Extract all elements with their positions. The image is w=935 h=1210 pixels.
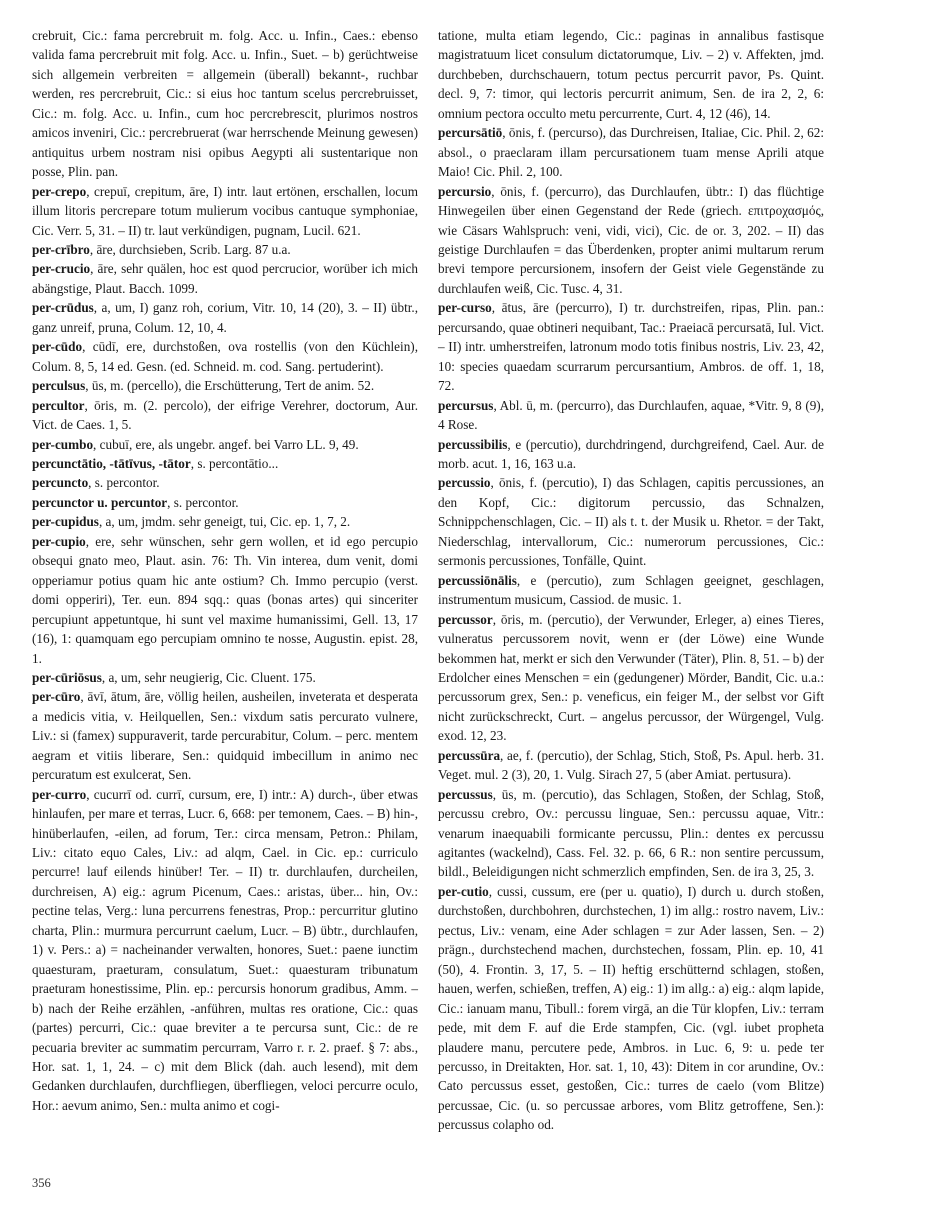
dictionary-entry	[32, 26, 418, 182]
dictionary-entry	[32, 532, 418, 668]
entry-lemma: percussor	[438, 611, 493, 627]
dictionary-entry	[32, 785, 418, 1116]
left-column	[32, 26, 418, 1115]
dictionary-entry	[438, 610, 824, 746]
dictionary-entry	[438, 571, 824, 610]
entry-lemma: percunctātio, -tātīvus, -tātor	[32, 455, 191, 471]
entry-text: , e (percutio), durchdringend, durchgreifend, Cael. Aur. de morb. acut. 1, 16, 163 u.a.	[438, 436, 824, 471]
entry-lemma: percussus	[438, 786, 493, 802]
dictionary-entry	[438, 785, 824, 882]
entry-lemma: perculsus	[32, 378, 86, 394]
entry-lemma: percussibilis	[438, 436, 508, 452]
entry-lemma: per-cupidus	[32, 514, 99, 530]
entry-text: , ae, f. (percutio), der Schlag, Stich, Stoß, Ps. Apul. herb. 31. Veget. mul. 2 (3), 20, 1. Vulg. Sirach 27, 5 (aber Amiat. pertusura).	[438, 747, 824, 783]
entry-text: , cussi, cussum, ere (per u. quatio), I) durch u. durch stoßen, durchstoßen, durchbohren, durchstechen, 1) im allg.: rostro navem, Liv.: pectus, Liv.: venam, eine Ader schlagen = zur Ader lassen, Sen. – 2) prägn., durchstechend machen, durchstechen, fossam, Plin. ep. 10, 41 (50), 4. Frontin. 3, 17, 5. – II) heftig erschütternd schlagen, stoßen, hauen, werfen, schießen, treffen, A) eig.: 1) im allg.: a) eig.: alqm lapide, Cic.: ianuam manu, Tibull.: forem virgā, an die Tür klopfen, Liv.: terram pede, mit dem F. auf die Erde stampfen, Cic. (vgl. iubet propheta plaudere manu, percutere pede, Ambros. in Luc. 6, 9: u. pede ter percusso, in Dreitakten, Hor. sat. 1, 10, 43): Ditem in cor arundine, Ov.: Cato percussus esset, gestoßen, Cic.: turres de caelo (vom Blitze) percussae, Cic. (u. so percussae arbores, vom Blitz getroffene, Sen.): percussus colapho od.	[438, 883, 824, 1133]
entry-text: , crepuī, crepitum, āre, I) intr. laut ertönen, erschallen, locum illum litoris percrepare totum mulierum vocibus cantuque symphoniae, Cic. Verr. 5, 31. – II) tr. laut verkündigen, pugnam, Lucil. 621.	[32, 183, 418, 238]
dictionary-entry	[438, 298, 824, 395]
entry-lemma: percursio	[438, 183, 492, 199]
entry-text: , cubuī, ere, als ungebr. angef. bei Varro LL. 9, 49.	[93, 436, 359, 452]
entry-lemma: per-cūdo	[32, 339, 83, 355]
entry-lemma: percussio	[438, 475, 491, 491]
entry-text: , a, um, I) ganz roh, corium, Vitr. 10, 14 (20), 3. – II) übtr., ganz unreif, pruna, Colum. 12, 10, 4.	[32, 300, 418, 335]
entry-lemma: percussiōnālis	[438, 572, 517, 588]
entry-lemma: per-cutio	[438, 883, 489, 899]
entry-text: tatione, multa etiam legendo, Cic.: paginas in annalibus fastisque magistratuum licet consulum dictatorumque, Liv. – 2) v. Affekten, jmd. durchbeben, durchschauern, totum pectus percurrit pavor, Ps. Quint. decl. 9, 7: timor, qui lectoris percurrit animum, Sen. de ira 2, 2, 6: omnium pectora occulto metu percurrente, Curt. 4, 12 (46), 14.	[438, 28, 824, 121]
entry-text: , ūs, m. (percutio), das Schlagen, Stoßen, der Schlag, Stoß, percussu crebro, Ov.: percussu linguae, Sen.: percussu aquae, Vitr.: venarum inaequabili formicante percussu, Plin.: dentes ex percussu agitantes (wackelnd), Cass. Fel. 32. p. 66, 6 R.: non sentire percussum, bildl., Beleidigungen nicht schmerzlich empfinden, Sen. de ira 3, 25, 3.	[438, 786, 824, 880]
entry-text: , ōris, m. (2. percolo), der eifrige Verehrer, doctorum, Aur. Vict. de Caes. 1, 5.	[32, 397, 418, 433]
dictionary-entry	[438, 182, 824, 299]
entry-text: , āre, durchsieben, Scrib. Larg. 87 u.a.	[89, 241, 291, 257]
entry-lemma: percursus	[438, 397, 494, 413]
dictionary-entry	[438, 473, 824, 570]
entry-text: , cucurrī od. currī, cursum, ere, I) intr.: A) durch-, über etwas hinlaufen, per mare et terras, Lucr. 6, 668: per temonem, Caes. – B) hin-, hinüberlaufen, -eilen, ad forum, Ter.: circa mensam, Petron.: Philam, Liv.: citato equo Cales, Liv.: ad alqm, Cael. in Cic. ep.: curriculo percurre! lauf eilends hinüber! Ter. – II) tr. durchlaufen, durcheilen, durchreisen, A) eig.: agrum Picenum, Caes.: aristas, über... hin, Ov.: pectine telas, Verg.: luna percurrens fenestras, Prop.: percurritur glutino charta, Plin.: murmura percurrunt caelum, Lucr. – B) übtr., durchlaufen, 1) v. Pers.: a) = nacheinander verwalten, honores, Suet.: paene iunctim quaesturam, praeturam, consulatum, Suet.: quaesturam tribunatum praeturam honestissime, Plin. ep.: percursis honorum gradibus, Amm. – b) nach der Reihe erzählen, -anführen, multas res oratione, Cic.: quas (partes) percurri, Cic.: quae breviter a te percursa sunt, Cic.: de re pecuaria breviter ac summatim percurram, Varro r. r. 2. praef. § 7: abs., Hor. sat. 1, 1, 24. – c) mit dem Blick (dah. auch lesend), mit dem Gedanken durchlaufen, durchfliegen, überfliegen, veloci percurre oculo, Hor.: aevum animo, Sen.: multa animo et cogi-	[32, 786, 418, 1113]
entry-lemma: per-crūdus	[32, 300, 94, 316]
dictionary-entry	[32, 337, 418, 376]
dictionary-page	[32, 26, 908, 1176]
entry-lemma: percultor	[32, 397, 85, 413]
dictionary-entry	[32, 259, 418, 298]
entry-text: , ōris, m. (percutio), der Verwunder, Erleger, a) eines Tieres, vulneratus percussorem novit, wenn er (der Löwe) eine Wunde bekommen hat, merkt er sich den Verwunder (Täter), Plin. 8, 51. – b) der Erdolcher eines Menschen = ein (gedungener) Mörder, Bandit, Cic. u.a.: percussorum grex, Sen.: p. veneficus, ein feiger M., der selbst vor Gift nicht zurückschreckt, Curt. – angelus percussor, der Würgengel, Vulg. exod. 12, 23.	[438, 611, 824, 744]
entry-lemma: per-curro	[32, 786, 87, 802]
dictionary-entry	[438, 882, 824, 1135]
dictionary-entry	[32, 240, 418, 259]
entry-text: , āvī, ātum, āre, völlig heilen, ausheilen, inveterata et desperata a medicis vitia, v. Heilquellen, Sen.: vixdum satis percurato vulnere, Liv.: si (famex) suppuraverit, tarde percurabitur, Colum. – perc. mentem aegram et vitiis liberare, Sen.: quidquid imbecillum in animo nec percuratum est exulcerat, Sen.	[32, 689, 418, 783]
entry-text: , s. percontor.	[88, 475, 160, 491]
entry-lemma: per-cūriōsus	[32, 669, 102, 685]
dictionary-entry	[32, 298, 418, 337]
entry-text: , cūdī, ere, durchstoßen, ova rostellis (von den Küchlein), Colum. 8, 5, 14 ed. Gesn. (ed. Schneid. m. cod. Sang. pertuderint).	[32, 339, 418, 374]
entry-lemma: per-cupio	[32, 533, 86, 549]
entry-lemma: per-curso	[438, 300, 492, 316]
entry-lemma: per-crībro	[32, 241, 90, 257]
dictionary-entry	[438, 435, 824, 474]
dictionary-entry	[32, 668, 418, 687]
dictionary-entry	[32, 376, 418, 395]
entry-text: , ōnis, f. (percutio), I) das Schlagen, capitis percussiones, an den Kopf, Cic.: digitorum percussio, das Schnalzen, Schnippchenschlagen, Cic. – II) als t. t. der Musik u. Rhetor. = der Takt, Niederschlag, intervallorum, Cic.: numerorum percussiones, Cic.: sermonis percussiones, Tonfälle, Quint.	[438, 475, 824, 569]
entry-text: , e (percutio), zum Schlagen geeignet, geschlagen, instrumentum musicum, Cassiod. de music. 1.	[438, 572, 824, 608]
entry-text: , ātus, āre (percurro), I) tr. durchstreifen, ripas, Plin. pan.: percursando, quae obtineri nequibant, Tac.: Praeiacā percursatā, Iul. Vict. – II) intr. umherstreifen, latronum modo totis finibus nostris, Liv. 23, 42, 10: species quaedam scurrarum percursantium, Ambros. de off. 1, 18, 72.	[438, 300, 824, 394]
entry-text: , s. percontātio...	[190, 455, 279, 471]
entry-text: , Abl. ū, m. (percurro), das Durchlaufen, aquae, *Vitr. 9, 8 (9), 4 Rose.	[438, 397, 824, 433]
page-number: 356	[32, 1176, 51, 1190]
entry-text: , ere, sehr wünschen, sehr gern wollen, et id ego percupio obsequi gnato meo, Plaut. asin. 76: Th. Vin interea, dum venit, domi opperiamur potius quam hic ante ostium? Ch. Immo percupio (verst. domi opperiri), Ter. eun. 894 sqq.: quas (bonas artes) qui sinceriter percupiunt appetuntque, hi sunt vel maxime humanissimi, Gell. 13, 17 (16), 1: quamquam ego percupiam omnino te nosse, Augustin. epist. 28, 1.	[32, 533, 418, 666]
entry-lemma: per-cumbo	[32, 436, 94, 452]
dictionary-entry	[32, 687, 418, 784]
entry-text: , s. percontor.	[167, 494, 239, 510]
entry-text: , ūs, m. (percello), die Erschütterung, Tert de anim. 52.	[85, 378, 375, 394]
entry-lemma: percunctor u. percuntor	[32, 494, 168, 510]
entry-lemma: percursātiō	[438, 125, 503, 141]
entry-lemma: per-cūro	[32, 689, 81, 705]
dictionary-entry	[438, 26, 824, 123]
entry-text: , āre, sehr quälen, hoc est quod percrucior, worüber ich mich abängstige, Plaut. Bacch. 1099.	[32, 261, 418, 296]
dictionary-entry	[32, 182, 418, 240]
dictionary-entry	[32, 435, 418, 454]
entry-text: crebruit, Cic.: fama percrebruit m. folg. Acc. u. Infin., Caes.: ebenso valida fama percrebruit mit folg. Acc. u. Infin., Suet. – b) gerüchtweise sich allgemein verbreiten = allgemein (überall) bekannt-, ruchbar werden, res percrebruit, Cic.: si eius hoc tantum scelus percrebruisset, Cic.: m. folg. Acc. u. Infin., cum hoc percrebrescit, plurimos nostros amicos inveniri, Cic.: percrebruerat (war herrschende Meinung gewesen) antiquitus urbem nostram nisi opibus Aegypti ali sustentarique non posse, Plin. pan.	[32, 28, 418, 180]
entry-text: , ōnis, f. (percurso), das Durchreisen, Italiae, Cic. Phil. 2, 62: absol., o praeclaram illam percursationem tuam mense Aprili atque Maio! Cic. Phil. 2, 100.	[438, 125, 824, 180]
dictionary-entry	[32, 473, 418, 492]
entry-text: , a, um, jmdm. sehr geneigt, tui, Cic. ep. 1, 7, 2.	[98, 514, 351, 530]
dictionary-entry	[438, 746, 824, 785]
dictionary-entry	[32, 512, 418, 531]
entry-text: , a, um, sehr neugierig, Cic. Cluent. 175.	[101, 669, 316, 685]
entry-text: , ōnis, f. (percurro), das Durchlaufen, übtr.: I) das flüchtige Hinwegeilen über einen Gegenstand der Rede (griech. επιτροχασμός, wie Cäsars Wahlspruch: veni, vidi, vici), Cic. de or. 3, 202. – II) das geistige Durchlaufen = das Überdenken, propter animi multarum rerum brevi tempore percursionem, insofern der Geist viele Gegenstände zu durchlaufen weiß, Cic. Tusc. 4, 31.	[438, 183, 824, 296]
dictionary-entry	[438, 123, 824, 181]
dictionary-entry	[32, 454, 418, 473]
right-column	[438, 26, 824, 1135]
entry-lemma: percuncto	[32, 475, 89, 491]
entry-lemma: per-crepo	[32, 183, 87, 199]
dictionary-entry	[32, 493, 418, 512]
entry-lemma: percussūra	[438, 747, 501, 763]
dictionary-entry	[32, 396, 418, 435]
dictionary-entry	[438, 396, 824, 435]
entry-lemma: per-crucio	[32, 261, 91, 277]
